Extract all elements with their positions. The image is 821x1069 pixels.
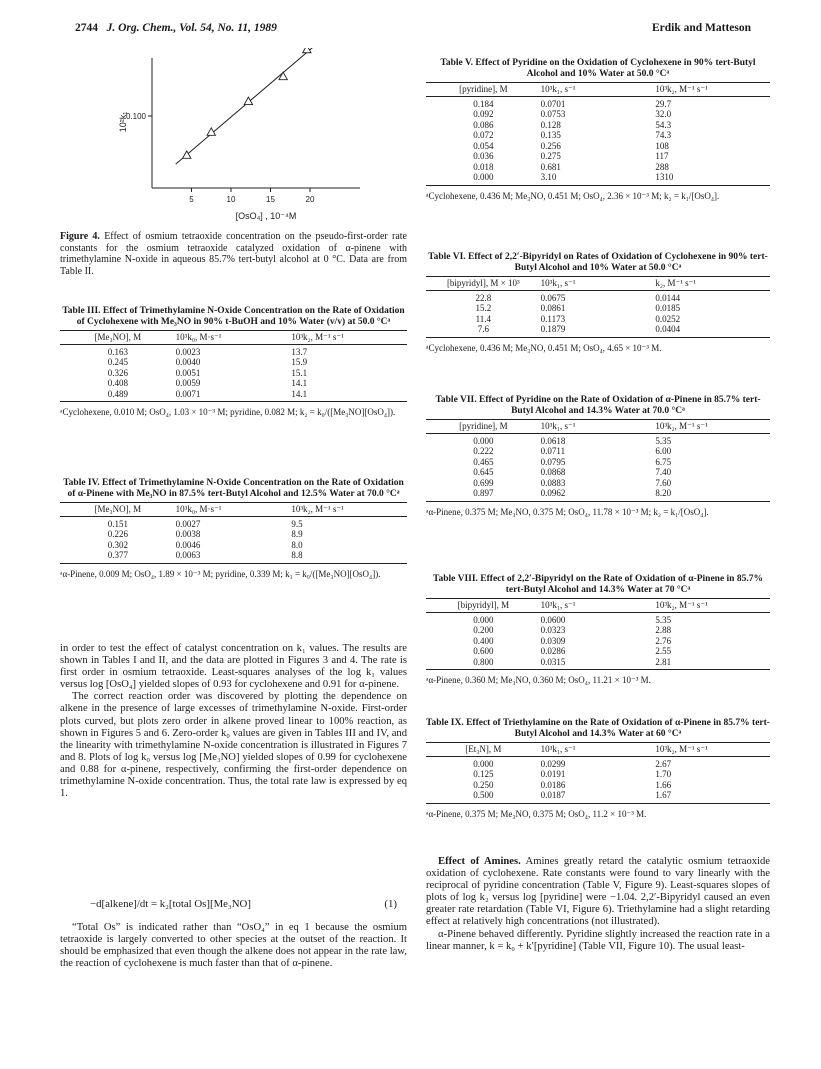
table-cell: 0.0046 — [175, 539, 201, 550]
table-cell: 0.0600 — [540, 614, 566, 625]
data-point-triangle — [303, 48, 311, 53]
table-cell: 0.0144 — [655, 292, 681, 303]
table-cell: 0.184 — [473, 98, 494, 109]
table-cell: 0.0883 — [540, 477, 566, 488]
table-footnote: ᵃCyclohexene, 0.010 M; OsO₄, 1.03 × 10⁻³ M; pyridine, 0.082 M; k₂ = k₀/([Me₃NO][OsO₄]). — [60, 407, 396, 418]
table-cell: 15.2 — [475, 303, 492, 314]
table-title: Table VI. Effect of 2,2′-Bipyridyl on Rates of Oxidation of Cyclohexene in 90% tert-Butyl Alcohol and 10% Water at 50.0 °Cᵃ — [428, 252, 768, 273]
table-row — [426, 759, 770, 770]
table-body — [426, 291, 770, 338]
table-column-header: 10³k₂, M⁻¹ s⁻¹ — [655, 84, 708, 95]
table-cell: 22.8 — [475, 292, 492, 303]
section-heading-amines: Effect of Amines. — [438, 856, 521, 867]
table-cell: 0.000 — [473, 435, 494, 446]
table-row — [60, 540, 407, 551]
table-title: Table III. Effect of Trimethylamine N-Oxide Concentration on the Rate of Oxidation of Cyclohexene with Me₃NO in 90% t-BuOH and 10% Water (v/v) at 50.0 °Cᵃ — [62, 306, 405, 327]
table-row — [60, 389, 407, 400]
table-column-header: 10³k₁, s⁻¹ — [540, 421, 576, 432]
table-cell: 0.897 — [473, 488, 494, 499]
table-cell: 0.054 — [473, 140, 494, 151]
table-column-header: 10³k₁, s⁻¹ — [540, 600, 576, 611]
table-cell: 0.0299 — [540, 758, 566, 769]
table-cell: 0.326 — [107, 367, 128, 378]
table-cell: 0.645 — [473, 467, 494, 478]
table-cell: 0.0711 — [540, 446, 566, 457]
table-cell: 0.200 — [473, 625, 494, 636]
table-cell: 0.0618 — [540, 435, 566, 446]
table-cell: 0.302 — [107, 539, 128, 550]
x-tick-label: 5 — [189, 195, 194, 204]
table-cell: 15.9 — [291, 357, 308, 368]
table-cell: 2.76 — [655, 635, 672, 646]
table-cell: 0.256 — [540, 140, 561, 151]
table-body — [60, 517, 407, 564]
table-column-header: [bipyridyl], M × 10³ — [446, 278, 520, 289]
table-header-row — [426, 277, 770, 291]
table-cell: 1.70 — [655, 769, 672, 780]
table-row — [426, 636, 770, 647]
table-cell: 8.9 — [291, 529, 303, 540]
table-cell: 0.135 — [540, 130, 561, 141]
table-footnote: ᵃCyclohexene, 0.436 M; Me₃NO, 0.451 M; OsO₄, 2.36 × 10⁻³ M; k₂ = k₁/[OsO₄]. — [426, 190, 720, 201]
table-cell: 5.35 — [655, 435, 672, 446]
table-row — [426, 141, 770, 152]
table-row — [426, 151, 770, 162]
table-cell: 54.3 — [655, 119, 672, 130]
table-cell: 0.0753 — [540, 109, 566, 120]
fit-line — [176, 48, 318, 164]
paragraph-4-text: Amines greatly retard the catalytic osmium tetraoxide oxidation of cyclohexene. Rate constants were found to vary linearly with the reciprocal of pyridine concentration (Table V, Figure 9). Least-squares slopes of plots of log k₂ versus log [pyridine] were −1.04. 2,2′-Bipyridyl caused an even greater rate retardation (Table VI, Figure 6). Triethylamine had a slight retarding effect at relatively high concentrations (not illustrated). — [426, 856, 770, 928]
x-tick-label: 15 — [266, 195, 275, 204]
table-row — [426, 467, 770, 478]
table-cell: 0.800 — [473, 656, 494, 667]
data-point-triangle — [279, 72, 287, 80]
table-cell: 2.55 — [655, 646, 672, 657]
table-cell: 6.00 — [655, 446, 672, 457]
table-footnote: ᵃα-Pinene, 0.360 M; Me₃NO, 0.360 M; OsO₄, 11.21 × 10⁻³ M. — [426, 675, 651, 686]
table-cell: 0.0315 — [540, 656, 566, 667]
table-cell: 2.81 — [655, 656, 672, 667]
table-row — [426, 436, 770, 447]
figure-4-caption-label: Figure 4. — [60, 231, 100, 242]
table-header-row — [426, 743, 770, 757]
table-column-header: [bipyridyl], M — [457, 600, 510, 611]
table-column-header: 10³k₀, M·s⁻¹ — [175, 332, 222, 343]
table-cell: 0.408 — [107, 378, 128, 389]
table-cell: 1310 — [655, 172, 674, 183]
table-column-header: [Me₃NO], M — [94, 332, 142, 343]
table-cell: 0.036 — [473, 151, 494, 162]
table-cell: 14.1 — [291, 388, 308, 399]
table-header-row — [426, 83, 770, 97]
table-9 — [426, 718, 770, 819]
table-row — [426, 625, 770, 636]
table-row — [426, 457, 770, 468]
page-number: 2744 — [75, 22, 98, 34]
table-cell: 0.0404 — [655, 324, 681, 335]
table-cell: 29.7 — [655, 98, 672, 109]
table-cell: 15.1 — [291, 367, 308, 378]
table-body — [426, 613, 770, 671]
table-column-header: k₂, M⁻¹ s⁻¹ — [655, 278, 697, 289]
table-cell: 0.465 — [473, 456, 494, 467]
table-cell: 0.0063 — [175, 550, 201, 561]
table-cell: 0.000 — [473, 614, 494, 625]
table-cell: 0.151 — [107, 518, 128, 529]
table-cell: 0.0309 — [540, 635, 566, 646]
table-cell: 7.6 — [477, 324, 489, 335]
table-cell: 0.500 — [473, 790, 494, 801]
table-row — [60, 529, 407, 540]
table-cell: 0.0040 — [175, 357, 201, 368]
table-cell: 0.018 — [473, 161, 494, 172]
table-cell: 0.0023 — [175, 346, 201, 357]
table-row — [426, 303, 770, 314]
table-cell: 0.400 — [473, 635, 494, 646]
table-cell: 0.092 — [473, 109, 494, 120]
table-row — [426, 120, 770, 131]
table-cell: 9.5 — [291, 518, 303, 529]
table-footnote: ᵃα-Pinene, 0.009 M; OsO₄, 1.89 × 10⁻³ M; pyridine, 0.339 M; k₁ = k₀/([Me₃NO][OsO₄]). — [60, 568, 381, 579]
table-cell: 0.0038 — [175, 529, 201, 540]
table-row — [426, 769, 770, 780]
table-footnote: ᵃCyclohexene, 0.436 M; Me₃NO, 0.451 M; OsO₄, 4.65 × 10⁻³ M. — [426, 342, 662, 353]
table-column-header: 10³k₂, M⁻¹ s⁻¹ — [655, 600, 708, 611]
body-text-left-2 — [60, 922, 407, 970]
table-cell: 1.67 — [655, 790, 672, 801]
table-row — [426, 615, 770, 626]
table-title: Table V. Effect of Pyridine on the Oxidation of Cyclohexene in 90% tert-Butyl Alcohol and 10% Water at 50.0 °Cᵃ — [440, 58, 756, 79]
table-cell: 0.245 — [107, 357, 128, 368]
table-cell: 0.699 — [473, 477, 494, 488]
table-cell: 0.1879 — [540, 324, 566, 335]
journal-citation: J. Org. Chem., Vol. 54, No. 11, 1989 — [106, 22, 277, 34]
table-row — [426, 293, 770, 304]
table-cell: 0.0323 — [540, 625, 566, 636]
running-header-authors: Erdik and Matteson — [651, 22, 751, 34]
table-row — [426, 99, 770, 110]
table-cell: 0.0701 — [540, 98, 566, 109]
table-6 — [426, 252, 770, 353]
x-tick-label: 10 — [226, 195, 236, 204]
table-cell: 11.4 — [475, 313, 492, 324]
table-cell: 0.0185 — [655, 303, 681, 314]
table-cell: 0.0191 — [540, 769, 566, 780]
table-column-header: 10³k₀, M·s⁻¹ — [175, 504, 222, 515]
table-cell: 5.35 — [655, 614, 672, 625]
table-cell: 32.0 — [655, 109, 672, 120]
table-cell: 0.125 — [473, 769, 494, 780]
table-cell: 0.0051 — [175, 367, 201, 378]
table-cell: 7.60 — [655, 477, 672, 488]
figure-4-caption — [60, 231, 407, 277]
table-cell: 8.8 — [291, 550, 303, 561]
table-row — [426, 162, 770, 173]
table-column-header: 10³k₁, s⁻¹ — [540, 84, 576, 95]
table-row — [426, 109, 770, 120]
table-cell: 2.88 — [655, 625, 672, 636]
table-cell: 0.0186 — [540, 779, 566, 790]
table-row — [426, 488, 770, 499]
table-cell: 288 — [655, 161, 669, 172]
table-cell: 0.0059 — [175, 378, 201, 389]
table-cell: 0.600 — [473, 646, 494, 657]
table-cell: 0.489 — [107, 388, 128, 399]
table-cell: 0.0071 — [175, 388, 201, 399]
table-cell: 0.000 — [473, 172, 494, 183]
table-5 — [426, 58, 770, 201]
table-column-header: [Et₃N], M — [465, 744, 502, 755]
table-header-row — [60, 331, 407, 345]
table-body — [60, 345, 407, 403]
table-cell: 0.086 — [473, 119, 494, 130]
table-cell: 0.0868 — [540, 467, 566, 478]
y-tick-label: 0.100 — [125, 112, 146, 121]
figure-4 — [60, 48, 407, 228]
table-7 — [426, 395, 770, 517]
table-cell: 0.163 — [107, 346, 128, 357]
table-cell: 0.222 — [473, 446, 494, 457]
table-cell: 0.0795 — [540, 456, 566, 467]
figure-4-plot — [60, 48, 407, 228]
paragraph-5: α-Pinene behaved differently. Pyridine slightly increased the reaction rate in a linear manner, k = k₀ + k′[pyridine] (Table VII, Figure 10). The usual least- — [426, 928, 770, 952]
table-column-header: [pyridine], M — [459, 84, 508, 95]
table-column-header: 10³k₁, s⁻¹ — [540, 744, 576, 755]
body-text-right — [426, 856, 770, 953]
table-cell: 0.072 — [473, 130, 494, 141]
table-4 — [60, 478, 407, 579]
paragraph-1: in order to test the effect of catalyst concentration on k₁ values. The results are shown in Tables I and II, and the data are plotted in Figures 3 and 4. The rate is first order in osmium tetraoxide. Least-squares analyses of the log k₁ values versus log [OsO₄] yielded slopes of 0.93 for cyclohexene and 0.91 for α-pinene. — [60, 643, 407, 691]
table-row — [426, 790, 770, 801]
equation-number: (1) — [384, 898, 397, 910]
y-axis-label: 10²k₁ — [118, 111, 128, 133]
table-row — [60, 368, 407, 379]
table-cell: 1.66 — [655, 779, 672, 790]
table-cell: 0.128 — [540, 119, 561, 130]
running-header-left — [75, 22, 277, 34]
x-axis-label: [OsO₄] , 10⁻⁴M — [235, 211, 297, 221]
table-cell: 0.1173 — [540, 313, 566, 324]
table-title: Table VII. Effect of Pyridine on the Rate of Oxidation of α-Pinene in 85.7% tert-Butyl Alcohol and 14.3% Water at 70.0 °Cᵃ — [435, 395, 761, 416]
table-cell: 8.20 — [655, 488, 672, 499]
table-header-row — [60, 503, 407, 517]
table-cell: 117 — [655, 151, 669, 162]
paragraph-4 — [426, 856, 770, 929]
table-cell: 0.226 — [107, 529, 128, 540]
body-text-left — [60, 643, 407, 800]
table-cell: 74.3 — [655, 130, 672, 141]
equation-body: −d[alkene]/dt = k₂[total Os][Me₃NO] — [90, 898, 251, 910]
table-cell: 0.275 — [540, 151, 561, 162]
table-row — [426, 172, 770, 183]
figure-4-caption-text: Effect of osmium tetraoxide concentration on the pseudo-first-order rate constants for the osmium tetraoxide catalyzed oxidation of α-pinene with trimethylamine N-oxide in aqueous 85.7% tert-butyl alcohol at 0 °C. Data are from Table II. — [60, 231, 407, 277]
table-row — [426, 314, 770, 325]
table-row — [426, 657, 770, 668]
table-cell: 6.75 — [655, 456, 672, 467]
table-cell: 108 — [655, 140, 669, 151]
table-column-header: [pyridine], M — [459, 421, 508, 432]
table-cell: 0.681 — [540, 161, 561, 172]
table-row — [60, 357, 407, 368]
paragraph-2: The correct reaction order was discovered by plotting the dependence on alkene in the presence of large excesses of trimethylamine N-oxide. First-order plots curved, but plots zero order in alkene proved linear to 100% reaction, as shown in Figures 5 and 6. Zero-order k₀ values are given in Tables III and IV, and the linearity with trimethylamine N-oxide concentration is illustrated in Figures 7 and 8. Plots of log k₀ versus log [Me₃NO] yielded slopes of 0.99 for cyclohexene and 0.88 for α-pinene, respectively, confirming the first-order dependence on trimethylamine N-oxide concentration. Thus, the total rate law is expressed by eq 1. — [60, 691, 407, 800]
table-column-header: 10³k₂, M⁻¹ s⁻¹ — [291, 504, 344, 515]
table-cell: 0.0861 — [540, 303, 566, 314]
table-cell: 0.377 — [107, 550, 128, 561]
table-row — [426, 130, 770, 141]
table-cell: 0.0675 — [540, 292, 566, 303]
table-cell: 0.000 — [473, 758, 494, 769]
table-title: Table VIII. Effect of 2,2′-Bipyridyl on the Rate of Oxidation of α-Pinene in 85.7% tert-Butyl Alcohol and 14.3% Water at 70 °Cᵃ — [433, 574, 763, 595]
table-body — [426, 434, 770, 502]
table-cell: 7.40 — [655, 467, 672, 478]
table-8 — [426, 574, 770, 686]
table-cell: 2.67 — [655, 758, 672, 769]
paragraph-3: “Total Os” is indicated rather than “OsO₄” in eq 1 because the osmium tetraoxide is largely converted to other species at the outset of the reaction. It should be emphasized that even though the alkene does not appear in the rate law, the reaction of cyclohexene is much faster than that of α-pinene. — [60, 922, 407, 970]
table-body — [426, 757, 770, 804]
table-cell: 3.10 — [540, 172, 557, 183]
table-column-header: 10³k₂, M⁻¹ s⁻¹ — [655, 421, 708, 432]
table-row — [426, 780, 770, 791]
table-cell: 0.0187 — [540, 790, 566, 801]
table-column-header: [Me₃NO], M — [94, 504, 142, 515]
table-row — [426, 324, 770, 335]
table-cell: 0.0027 — [175, 518, 201, 529]
table-row — [60, 519, 407, 530]
table-header-row — [426, 420, 770, 434]
table-title: Table IX. Effect of Triethylamine on the Rate of Oxidation of α-Pinene in 85.7% tert-Butyl Alcohol and 14.3% Water at 60 °Cᵃ — [426, 718, 770, 739]
table-row — [426, 478, 770, 489]
table-cell: 8.0 — [291, 539, 303, 550]
table-cell: 14.1 — [291, 378, 308, 389]
table-row — [60, 378, 407, 389]
table-cell: 13.7 — [291, 346, 308, 357]
table-cell: 0.0252 — [655, 313, 681, 324]
table-row — [60, 550, 407, 561]
table-footnote: ᵃα-Pinene, 0.375 M; Me₃NO, 0.375 M; OsO₄, 11.2 × 10⁻³ M. — [426, 808, 647, 819]
table-column-header: 10³k₁, s⁻¹ — [540, 278, 576, 289]
table-footnote: ᵃα-Pinene, 0.375 M; Me₃NO, 0.375 M; OsO₄, 11.78 × 10⁻³ M; k₂ = k₁/[OsO₄]. — [426, 506, 709, 517]
x-tick-label: 20 — [305, 195, 315, 204]
data-point-triangle — [244, 97, 252, 105]
table-cell: 0.250 — [473, 779, 494, 790]
table-header-row — [426, 599, 770, 613]
table-column-header: 10³k₂, M⁻¹ s⁻¹ — [291, 332, 344, 343]
table-row — [426, 446, 770, 457]
table-cell: 0.0286 — [540, 646, 566, 657]
table-body — [426, 97, 770, 186]
table-row — [60, 347, 407, 358]
x-ticks — [189, 188, 315, 204]
table-row — [426, 646, 770, 657]
table-cell: 0.0962 — [540, 488, 566, 499]
table-column-header: 10³k₂, M⁻¹ s⁻¹ — [655, 744, 708, 755]
table-3 — [60, 306, 407, 418]
table-title: Table IV. Effect of Trimethylamine N-Oxide Concentration on the Rate of Oxidation of α-Pinene with Me₃NO in 87.5% tert-Butyl Alcohol and 12.5% Water at 70.0 °Cᵃ — [63, 478, 404, 499]
